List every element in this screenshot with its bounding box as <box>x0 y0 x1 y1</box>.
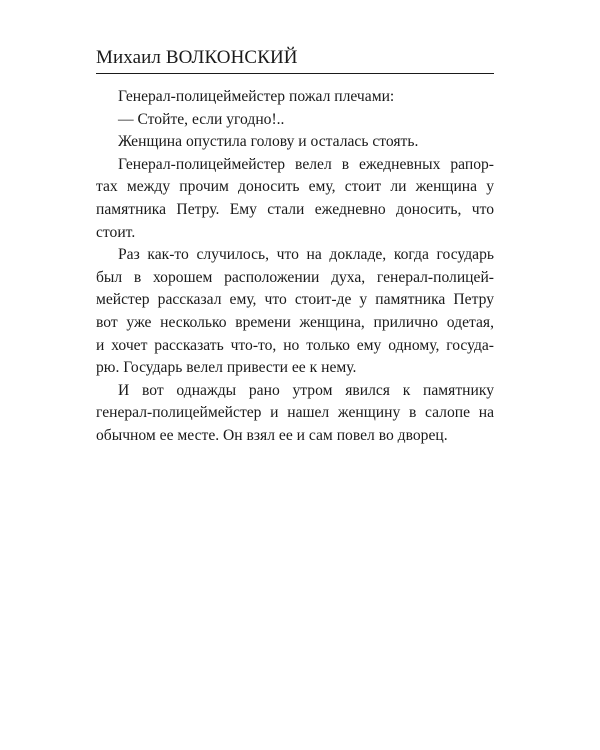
text-line: стоит. <box>96 223 136 241</box>
paragraph <box>96 109 494 132</box>
paragraph <box>96 244 494 380</box>
text-line: тах между прочим доносить ему, стоит ли женщина у <box>96 178 494 196</box>
author-first-name: Михаил <box>96 47 161 68</box>
text-line: был в хорошем расположении духа, генерал-полицей- <box>96 268 494 286</box>
paragraph <box>96 131 494 154</box>
text-line: вот уже несколько времени женщина, прилично одетая, <box>96 313 494 331</box>
body-text <box>96 86 494 448</box>
header-rule <box>96 73 494 74</box>
paragraph <box>96 380 494 448</box>
text-line: — Стойте, если угодно!.. <box>118 110 285 128</box>
text-line: памятника Петру. Ему стали ежедневно доносить, что <box>96 200 494 218</box>
paragraph <box>96 154 494 244</box>
text-line: рю. Государь велел привести ее к нему. <box>96 359 357 377</box>
text-line: И вот однажды рано утром явился к памятнику <box>118 381 494 399</box>
text-line: Генерал-полицеймейстер пожал плечами: <box>118 88 395 105</box>
text-line: генерал-полицеймейстер и нашел женщину в салопе на <box>96 404 494 422</box>
text-line: и хочет рассказать что-то, но только ему одному, госуда- <box>96 336 494 354</box>
text-line: Генерал-полицеймейстер велел в ежедневных рапор- <box>118 155 494 173</box>
text-line: обычном ее месте. Он взял ее и сам повел во дворец. <box>96 426 448 444</box>
text-line: Женщина опустила голову и осталась стоять. <box>118 133 419 151</box>
text-line: мейстер рассказал ему, что стоит-де у памятника Петру <box>96 291 494 309</box>
author-last-name: ВОЛКОНСКИЙ <box>165 47 298 68</box>
running-header <box>96 46 494 70</box>
text-line: Раз как-то случилось, что на докладе, когда государь <box>118 246 494 264</box>
paragraph <box>96 86 494 109</box>
